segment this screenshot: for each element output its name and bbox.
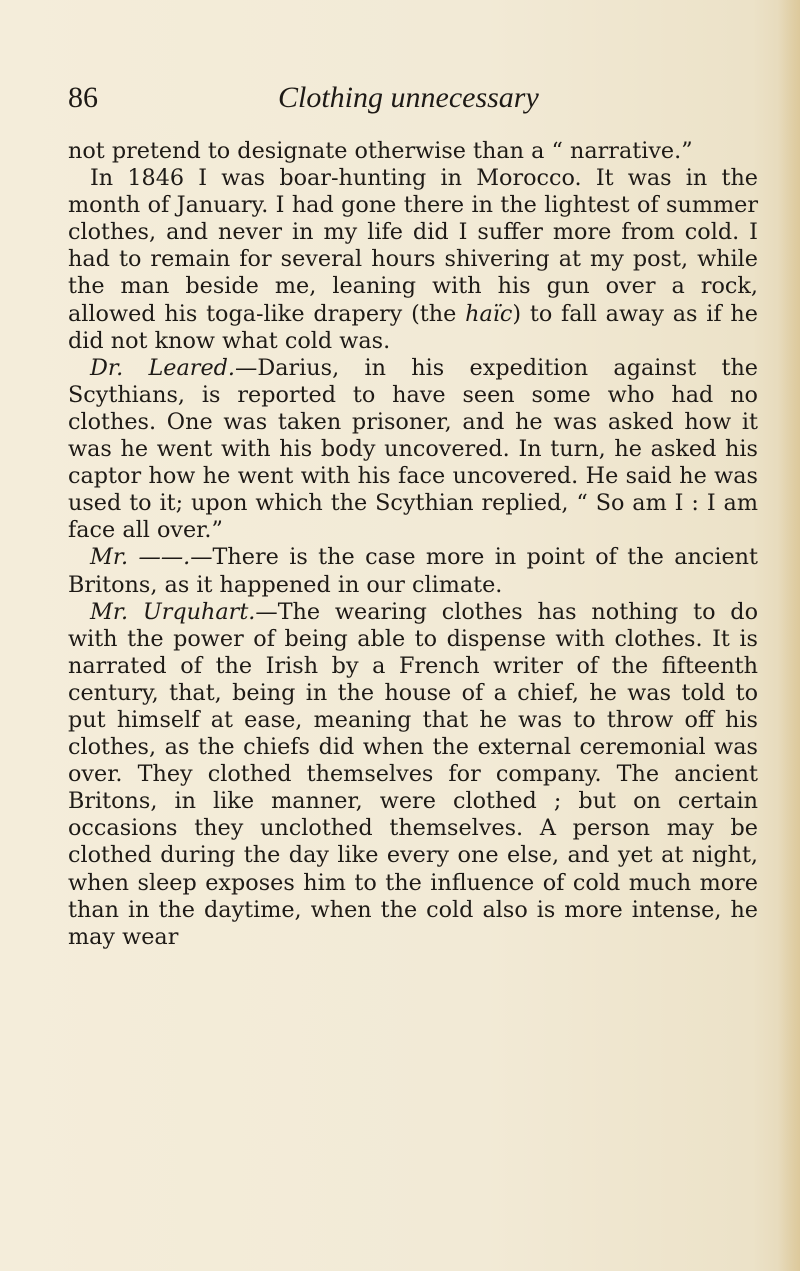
paragraph-dr-leared <box>68 355 758 545</box>
italic-term: haïc <box>465 300 513 327</box>
page-edge-shadow <box>778 0 800 1271</box>
page-header <box>68 78 748 118</box>
paragraph-text: not pretend to designate otherwise than a “ narrative.” <box>68 138 693 164</box>
paragraph-text: —The wearing clothes has nothing to do with the power of being able to dispense with clothes. It is narrated of the Irish by a French writer of the fifteenth century, that, being in the house of a chief, he was told to put himself at ease, meaning that he was to throw off his clothes, as the chiefs did when the external ceremonial was over. They clothed themselves for company. The ancient Britons, in like manner, were clothed ; but on certain occasions they unclothed themselves. A person may be clothed during the day like every one else, and yet at night, when sleep exposes him to the influence of cold much more than in the daytime, when the cold also is more intense, he may wear <box>68 598 758 950</box>
speaker-name: Mr. Urquhart. <box>90 598 256 625</box>
paragraph-mr-urquhart <box>68 599 758 951</box>
paragraph-morocco <box>68 165 758 355</box>
paragraph-text: In 1846 I was boar-hunting in Morocco. It was in the month of January. I had gone there in the lightest of summer clothes, and never in my life did I suffer more from cold. I had to remain for several hours shivering at my post, while the man beside me, leaning with his gun over a rock, allowed his toga-like drapery (the <box>68 165 758 327</box>
paragraph-text: —There is the case more in point of the ancient Britons, as it happened in our climate. <box>68 544 758 598</box>
paragraph-continuation <box>68 138 758 165</box>
paragraph-mr-blank <box>68 544 758 598</box>
paragraph-text: —Darius, in his expedition against the Scythians, is reported to have seen some who had no clothes. One was taken prisoner, and he was asked how it was he went with his body uncovered. In turn, he asked his captor how he went with his face uncovered. He said he was used to it; upon which the Scythian replied, “ So am I : I am face all over.” <box>68 354 758 544</box>
speaker-name: Dr. Leared. <box>90 354 236 381</box>
running-head: Clothing unnecessary <box>278 81 539 114</box>
paragraph-text-tail: ) to fall away as if he did not know what cold was. <box>68 300 758 354</box>
speaker-name: Mr. ——. <box>90 544 191 571</box>
body-text <box>68 138 758 951</box>
page-number: 86 <box>68 81 98 114</box>
